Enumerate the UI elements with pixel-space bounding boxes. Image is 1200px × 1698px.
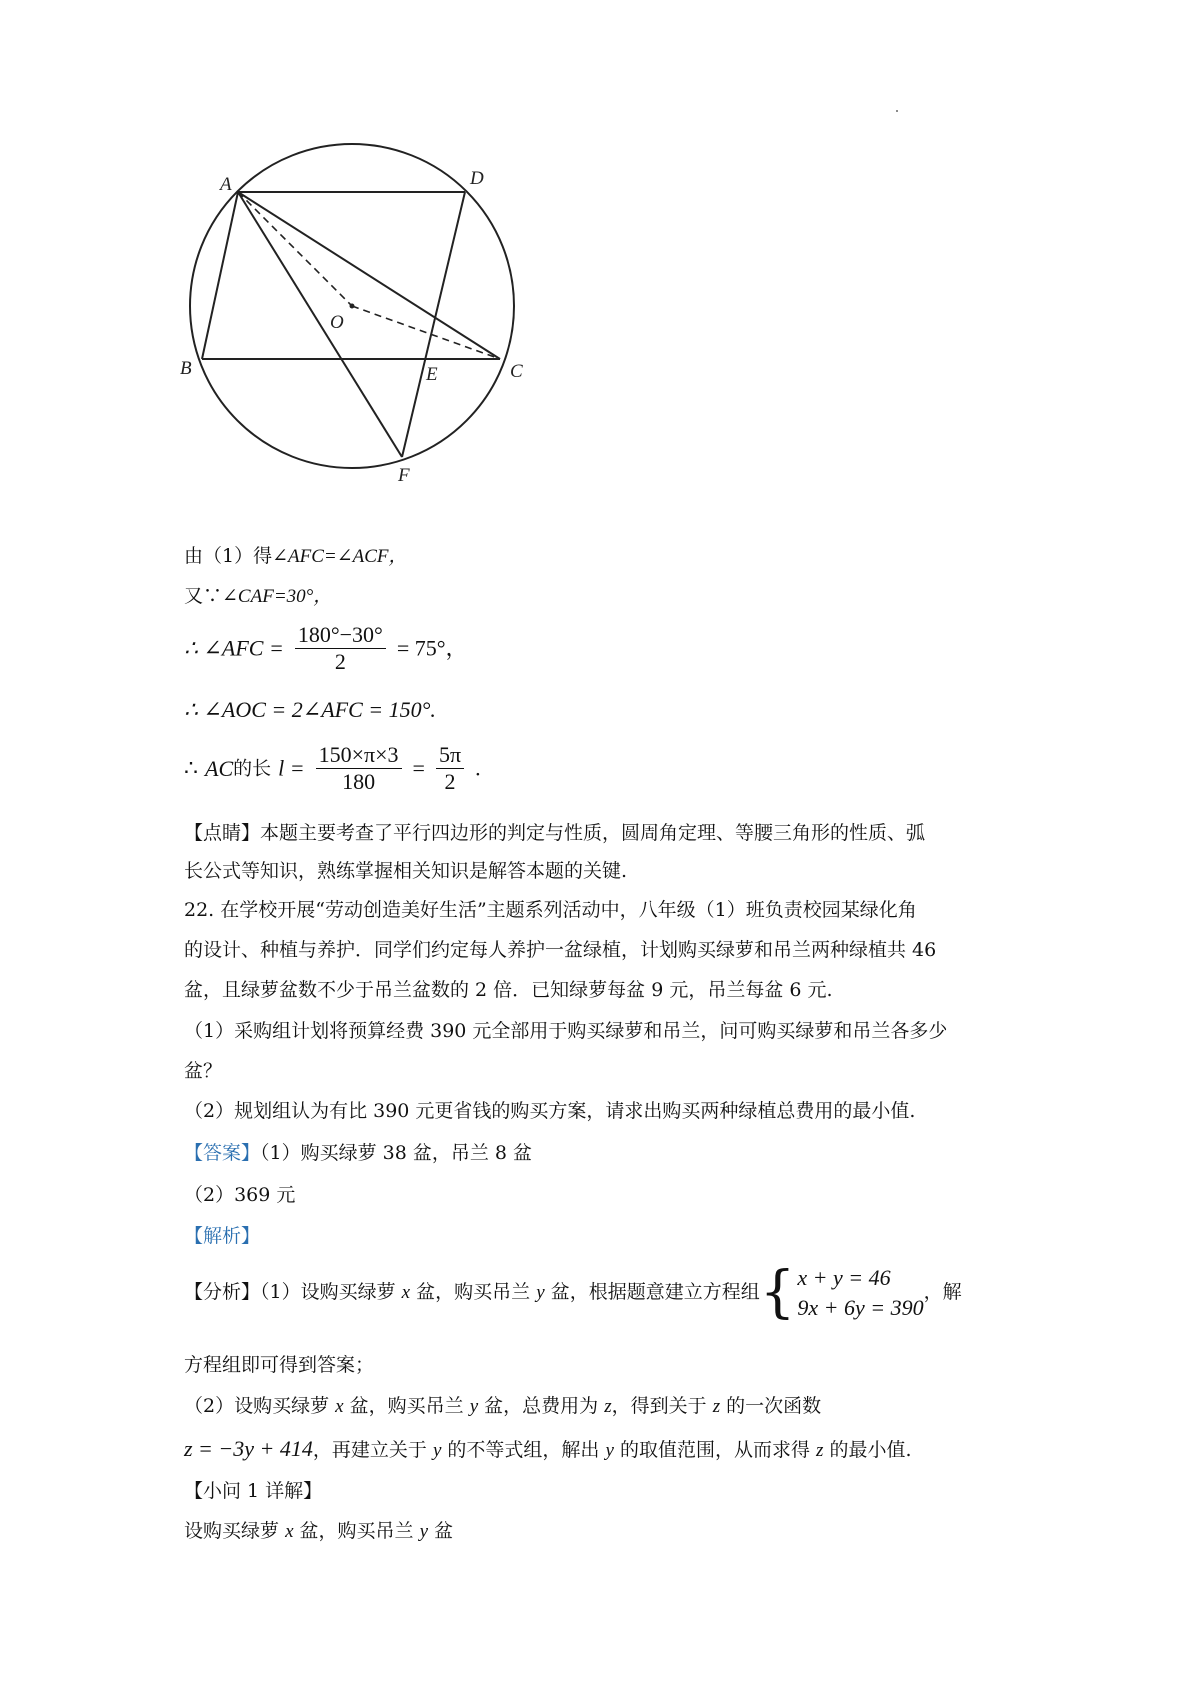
line-text: ，再建立关于 (312, 1439, 427, 1461)
var-y: y (419, 1521, 429, 1542)
scan-speck (896, 110, 898, 112)
label-e: E (426, 364, 438, 385)
answer-line-2: （2）369 元 (184, 1184, 296, 1206)
label-a: A (220, 174, 232, 195)
var-y: y (536, 1282, 545, 1303)
var-z: z (816, 1440, 824, 1461)
comment-tag: 【点睛】 (184, 822, 261, 844)
line-text: 盆 (434, 1520, 454, 1542)
therefore-symbol: ∴ (184, 755, 198, 781)
fenxi-line-2: 方程组即可得到答案； (184, 1354, 375, 1376)
fraction (436, 742, 464, 795)
analysis-tag: 【解析】 (184, 1225, 261, 1247)
label-d: D (470, 168, 484, 189)
segment-ac (238, 192, 500, 359)
line-text: 盆，购买吊兰 (349, 1395, 464, 1417)
label-c: C (510, 361, 523, 382)
geometry-figure (180, 150, 550, 500)
line-text: 设购买绿萝 (184, 1520, 280, 1542)
fenxi-line-1 (184, 1262, 962, 1323)
math-lhs: ∴ ∠AFC = (184, 635, 284, 661)
fenxi-line-4 (184, 1436, 912, 1464)
label-f: F (398, 465, 410, 486)
var-z: z (604, 1396, 612, 1417)
math-expression: ∠AFC=∠ACF， (272, 546, 408, 567)
solution-line-3 (184, 622, 468, 675)
line-text: 盆，根据题意建立方程组 (550, 1281, 760, 1303)
var-y: y (432, 1440, 442, 1461)
segment-af (238, 192, 402, 457)
var-y: y (469, 1396, 479, 1417)
line-text: （2）设购买绿萝 (184, 1395, 330, 1417)
detail-tag: 【小问 1 详解】 (184, 1480, 323, 1502)
var-z: z (712, 1396, 721, 1417)
fraction (295, 622, 386, 675)
arc-length-symbol: l = (278, 755, 305, 781)
left-brace: { (759, 1260, 796, 1325)
detail-line-1 (184, 1518, 453, 1545)
fraction (316, 742, 402, 795)
numerator: 150×π×3 (316, 742, 402, 769)
equation-2: 9x + 6y = 390 (797, 1295, 924, 1320)
line-text: 的一次函数 (726, 1395, 822, 1417)
line-text: 由（1）得 (184, 545, 273, 567)
solution-line-1 (184, 543, 408, 570)
q22-line-3: 盆，且绿萝盆数不少于吊兰盆数的 2 倍．已知绿萝每盆 9 元，吊兰每盆 6 元. (184, 979, 833, 1001)
var-x: x (285, 1521, 294, 1542)
comment-line-1 (184, 820, 925, 846)
solution-line-2 (184, 583, 332, 610)
math-rhs: = 75°， (396, 635, 468, 661)
equation-1: x + y = 46 (797, 1265, 891, 1290)
math-expression: ∠CAF=30°， (222, 586, 333, 607)
line-text: ，得到关于 (611, 1395, 707, 1417)
solution-line-5 (184, 742, 481, 795)
line-text: 又∵ (184, 585, 223, 607)
label-o: O (330, 312, 344, 333)
line-text: 的长 (233, 757, 272, 780)
line-text: （1）设购买绿萝 (260, 1281, 396, 1303)
line-text: 盆，购买吊兰 (416, 1281, 531, 1303)
period: . (475, 755, 481, 781)
segment-oc-dashed (352, 306, 500, 359)
line-text: 的取值范围，从而求得 (619, 1439, 810, 1461)
center-point (350, 304, 355, 309)
fenxi-line-3 (184, 1393, 821, 1420)
var-x: x (401, 1282, 411, 1303)
label-b: B (180, 358, 192, 379)
line-text: 的最小值. (829, 1439, 912, 1461)
segment-ab (202, 192, 238, 359)
line-text: 盆，购买吊兰 (299, 1520, 414, 1542)
q22-line-1: 22. 在学校开展“劳动创造美好生活”主题系列活动中，八年级（1）班负责校园某绿化角 (184, 899, 917, 921)
comment-text: 长公式等知识，熟练掌握相关知识是解答本题的关键. (184, 860, 628, 882)
math-expression: ∴ ∠AOC = 2∠AFC = 150°. (184, 697, 436, 722)
q22-line-2: 的设计、种植与养护．同学们约定每人养护一盆绿植，计划购买绿萝和吊兰两种绿植共 46 (184, 939, 937, 961)
linear-function: z = −3y + 414 (184, 1436, 313, 1461)
line-text: ，解 (923, 1281, 962, 1303)
equation-system (797, 1263, 923, 1323)
q22-part2: （2）规划组认为有比 390 元更省钱的购买方案，请求出购买两种绿植总费用的最小值. (184, 1100, 916, 1122)
fenxi-tag: 【分析】 (184, 1281, 261, 1303)
numerator: 5π (436, 742, 464, 769)
denominator: 180 (342, 769, 376, 794)
denominator: 2 (444, 769, 456, 794)
var-x: x (335, 1396, 344, 1417)
solution-line-4 (184, 697, 436, 724)
comment-text: 本题主要考查了平行四边形的判定与性质，圆周角定理、等腰三角形的性质、弧 (260, 822, 926, 844)
numerator: 180°−30° (295, 622, 386, 649)
q22-part1-a: （1）采购组计划将预算经费 390 元全部用于购买绿萝和吊兰，问可购买绿萝和吊兰各多少 (184, 1020, 948, 1042)
segment-df (402, 192, 465, 457)
answer-text: （1）购买绿萝 38 盆，吊兰 8 盆 (260, 1142, 533, 1164)
comment-line-2 (184, 858, 627, 884)
equals-sign: = (412, 755, 425, 781)
answer-line-1 (184, 1140, 532, 1166)
line-text: 盆，总费用为 (484, 1395, 599, 1417)
var-y: y (605, 1440, 614, 1461)
line-text: 的不等式组，解出 (447, 1439, 600, 1461)
q22-part1-b: 盆？ (184, 1060, 223, 1082)
denominator: 2 (334, 649, 346, 674)
answer-tag: 【答案】 (184, 1142, 261, 1164)
arc-ac: AC (205, 755, 234, 781)
segment-ao-dashed (238, 192, 352, 306)
